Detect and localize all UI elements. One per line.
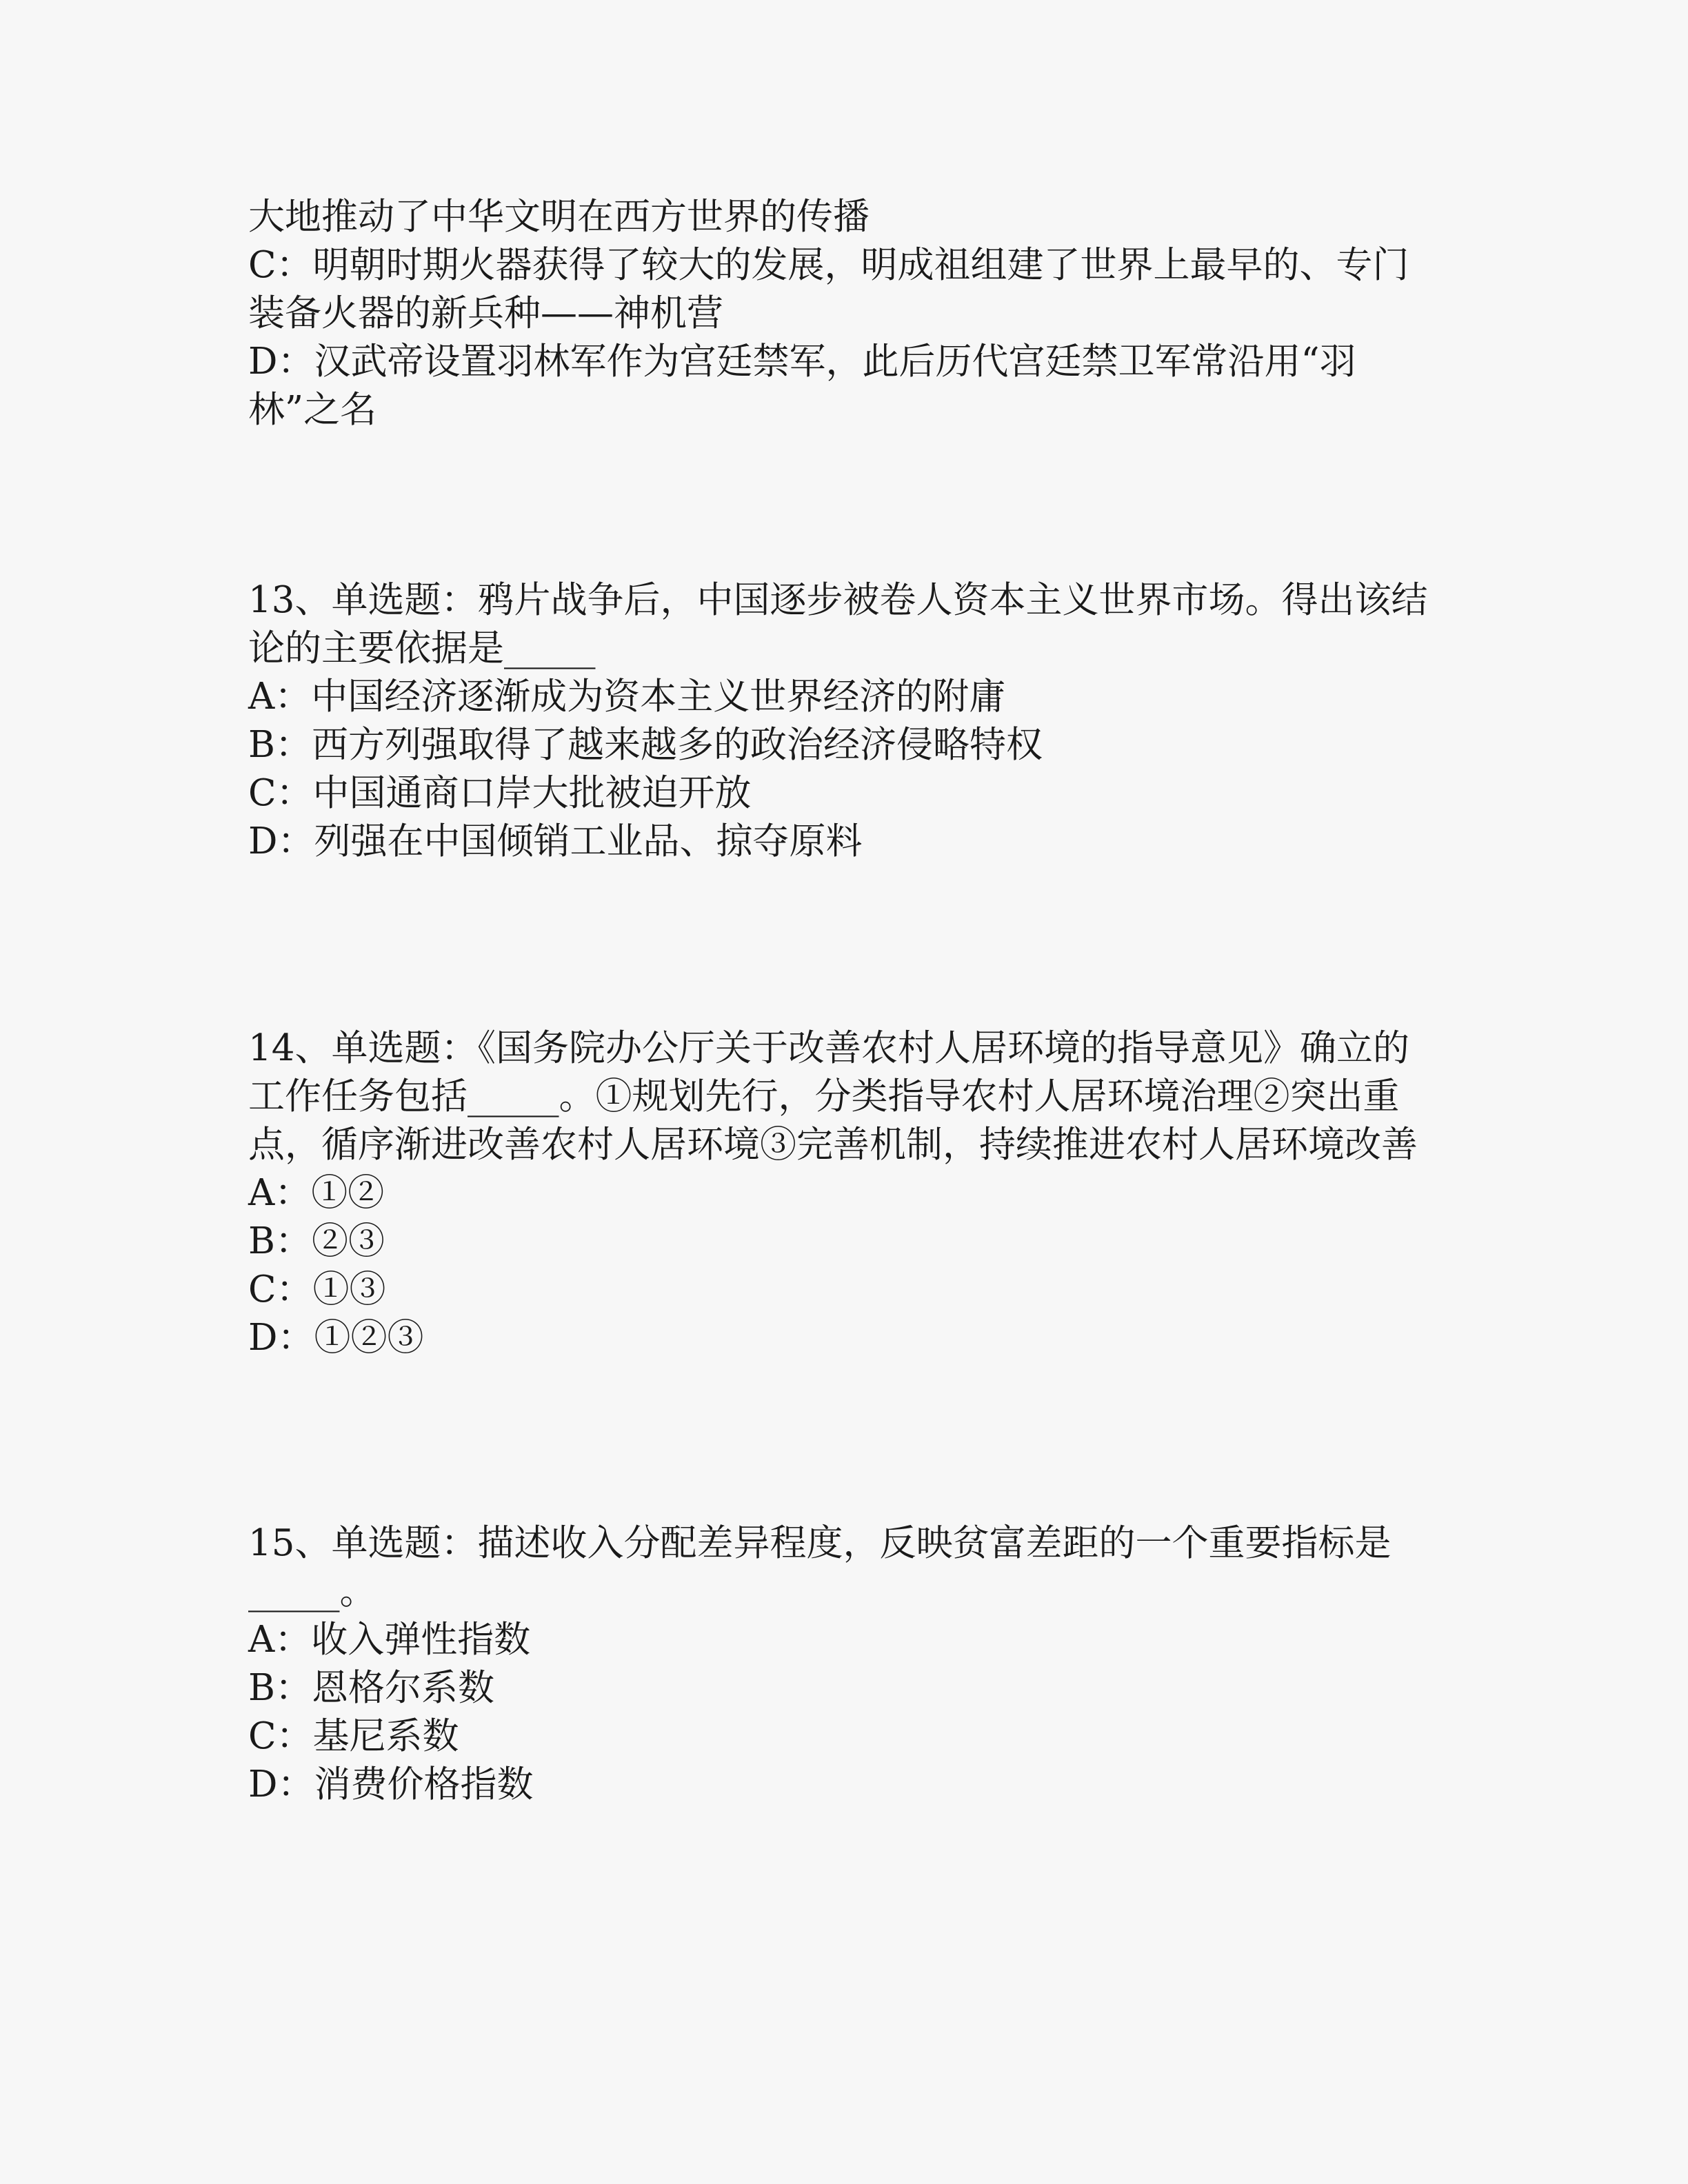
question-stem: 点，循序渐进改善农村人居环境③完善机制，持续推进农村人居环境改善: [248, 1124, 1418, 1166]
option-d: D：列强在中国倾销工业品、掠夺原料: [248, 820, 863, 862]
option-d: D：汉武帝设置羽林军作为宫廷禁军，此后历代宫廷禁卫军常沿用“羽: [248, 341, 1356, 383]
option-c: C：中国通商口岸大批被迫开放: [248, 772, 752, 814]
text-line: 装备火器的新兵种——神机营: [248, 292, 723, 334]
option-d: D：消费价格指数: [248, 1763, 534, 1806]
question-stem: 工作任务包括_____。①规划先行，分类指导农村人居环境治理②突出重: [248, 1075, 1400, 1118]
option-c: C：基尼系数: [248, 1715, 459, 1757]
text-line: 林”之名: [248, 389, 377, 431]
text-line: 大地推动了中华文明在西方世界的传播: [248, 196, 870, 238]
question-stem: 13、单选题：鸦片战争后，中国逐步被卷人资本主义世界市场。得出该结: [248, 579, 1428, 621]
option-a: A：①②: [248, 1172, 385, 1214]
option-b: B：②③: [248, 1220, 385, 1262]
question-stem: 15、单选题：描述收入分配差异程度，反映贫富差距的一个重要指标是: [248, 1522, 1391, 1564]
option-c: C：明朝时期火器获得了较大的发展，明成祖组建了世界上最早的、专门: [248, 244, 1409, 286]
question-12-fragment: [248, 193, 1448, 434]
question-15: [248, 1519, 1448, 1809]
question-stem: _____。: [248, 1570, 376, 1612]
question-14: [248, 1024, 1448, 1362]
option-b: B：西方列强取得了越来越多的政治经济侵略特权: [248, 724, 1043, 766]
question-13: [248, 576, 1448, 866]
question-stem: 14、单选题：《国务院办公厅关于改善农村人居环境的指导意见》确立的: [248, 1027, 1409, 1069]
option-a: A：收入弹性指数: [248, 1619, 531, 1661]
option-d: D：①②③: [248, 1317, 424, 1359]
question-stem: 论的主要依据是_____: [248, 627, 596, 669]
option-b: B：恩格尔系数: [248, 1667, 494, 1709]
option-c: C：①③: [248, 1268, 386, 1311]
document-page: [248, 193, 1448, 1809]
option-a: A：中国经济逐渐成为资本主义世界经济的附庸: [248, 676, 1006, 718]
